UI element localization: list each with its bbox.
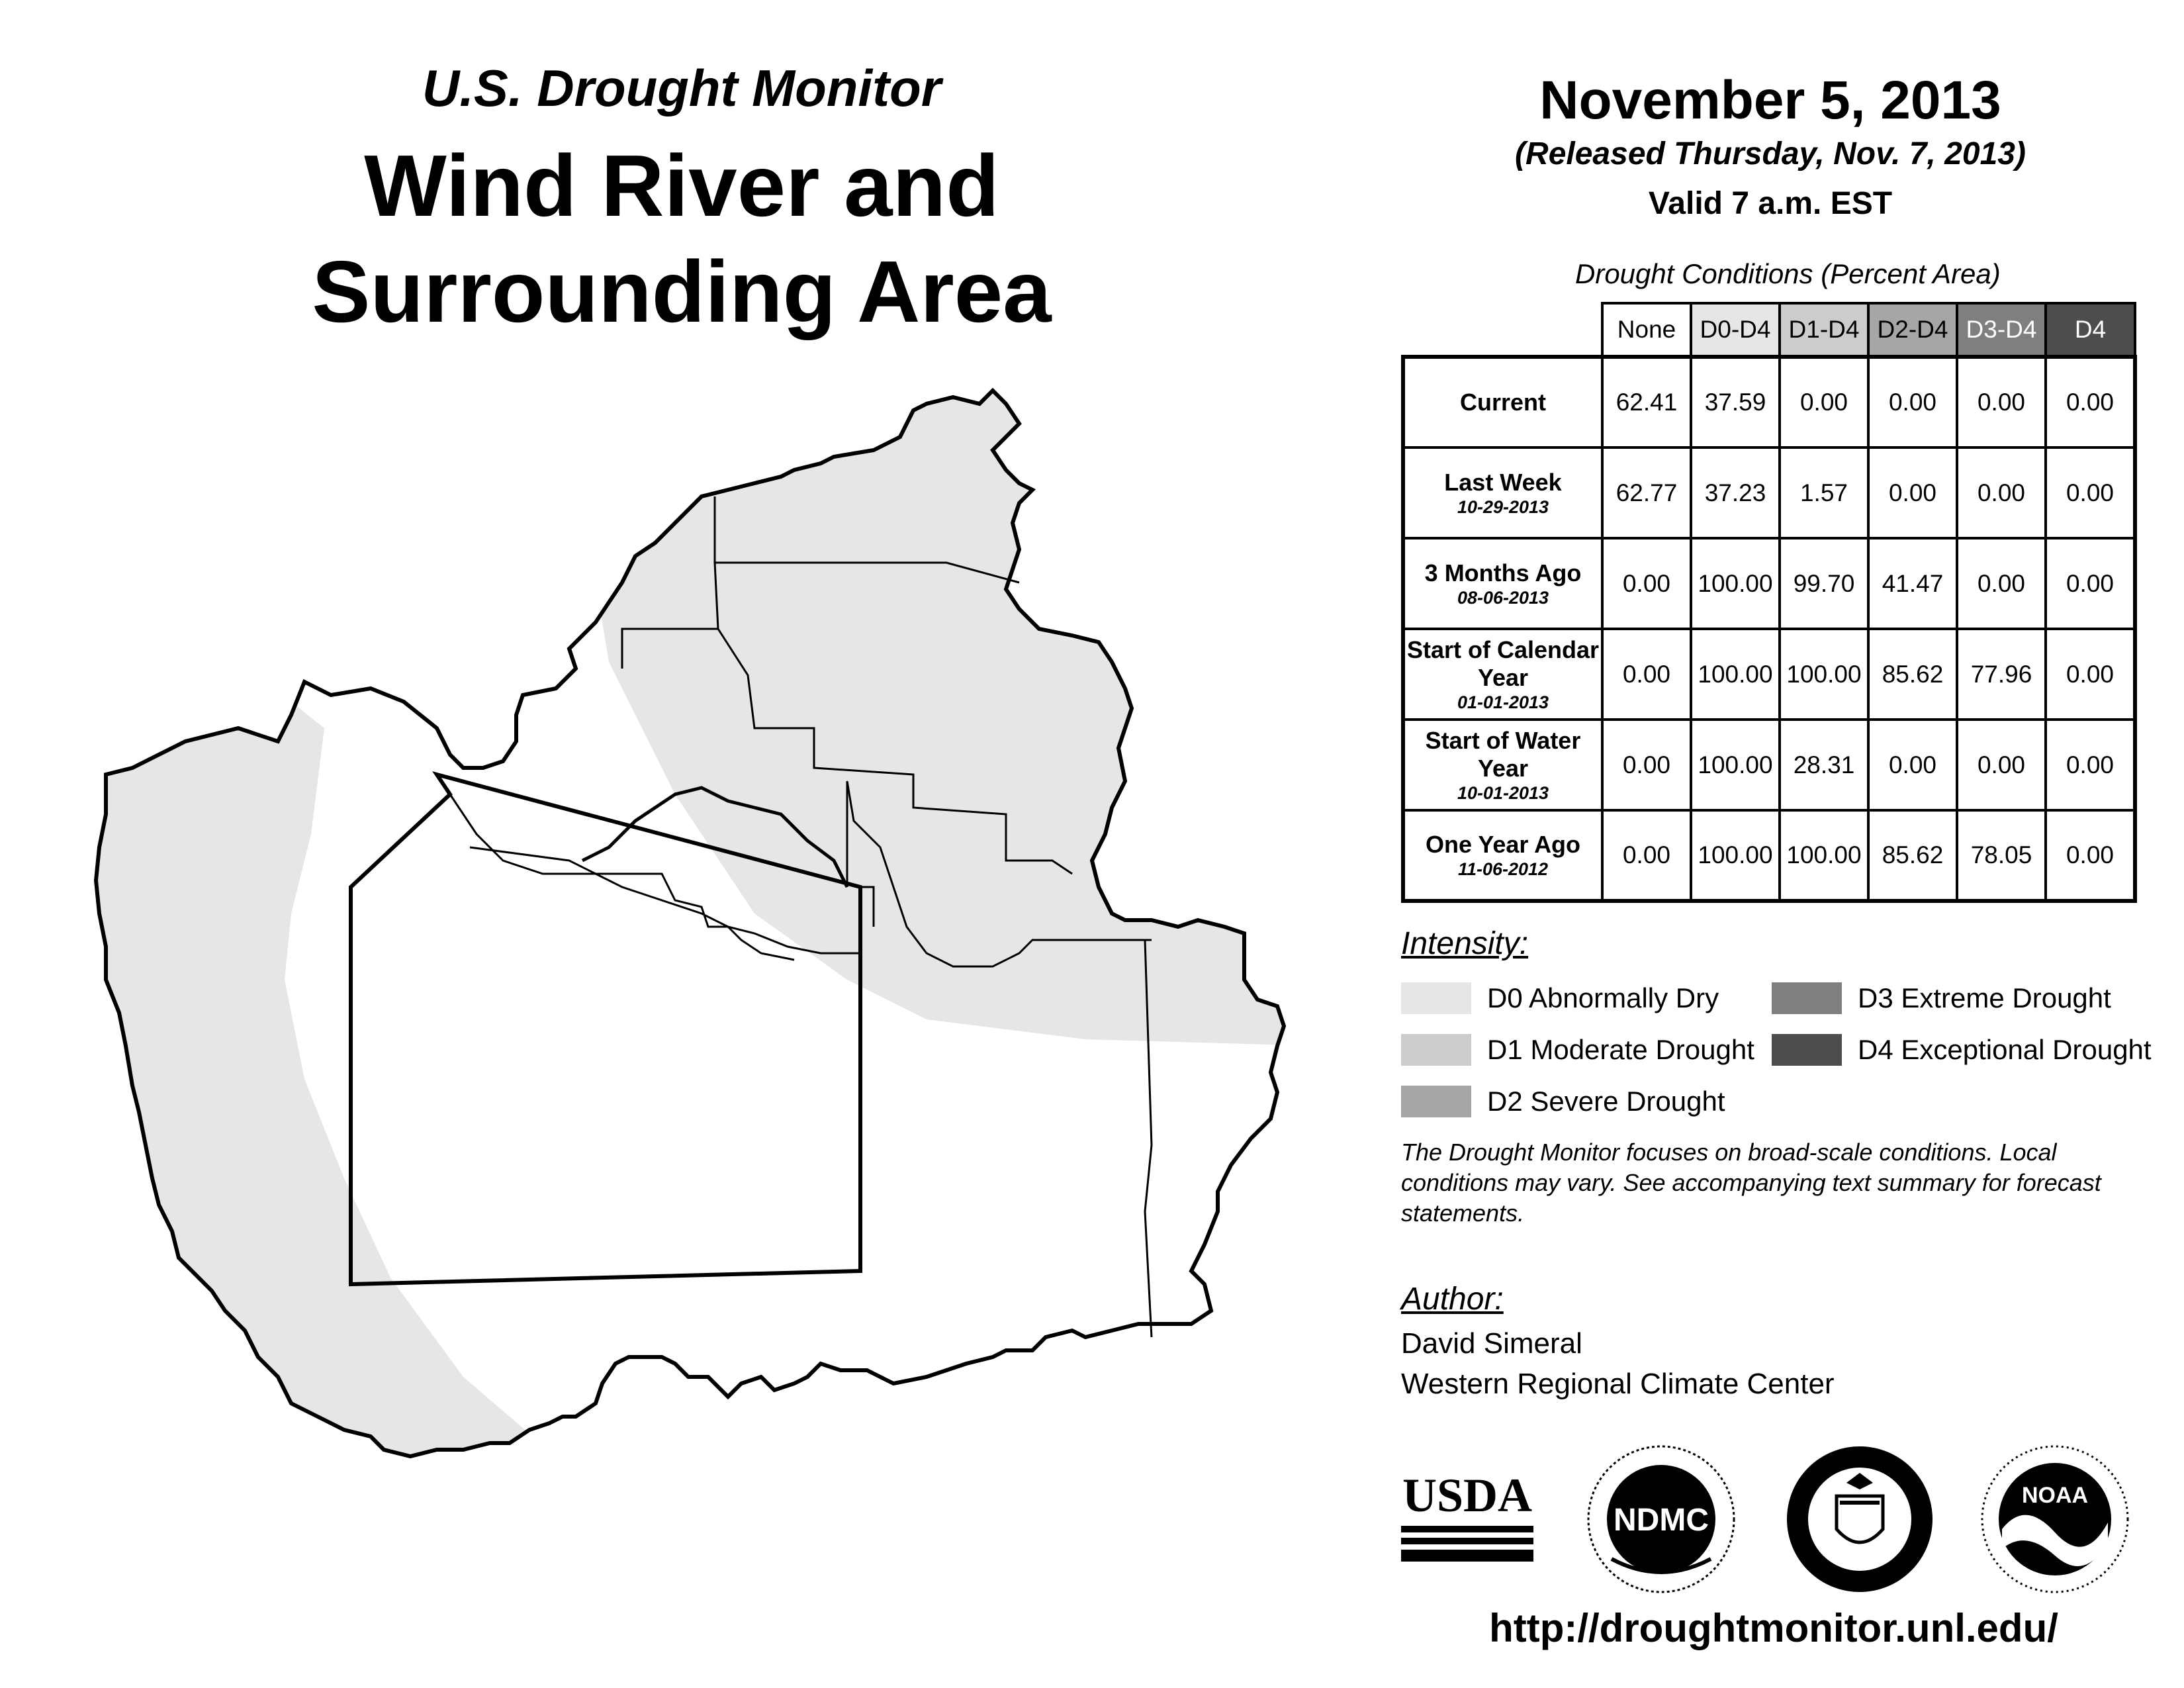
table-cell: 100.00 — [1691, 629, 1780, 720]
disclaimer-note: The Drought Monitor focuses on broad-scale conditions. Local conditions may vary. See accompanying text summary for forecast statements. — [1401, 1139, 2101, 1227]
author-organization: Western Regional Climate Center — [1401, 1368, 1835, 1400]
row-label — [1403, 357, 1602, 447]
table-cell: 0.00 — [2046, 810, 2135, 901]
row-date: 11-06-2012 — [1457, 859, 1549, 879]
row-label-text: One Year Ago — [1425, 831, 1581, 858]
legend-label-d0: D0 Abnormally Dry — [1487, 982, 1719, 1013]
author-heading: Author: — [1401, 1282, 1504, 1317]
table-cell: 41.47 — [1868, 538, 1957, 629]
table-cell: 28.31 — [1780, 720, 1868, 810]
usda-logo — [1401, 1466, 1533, 1566]
row-label-text: Start of Calendar Year — [1406, 635, 1600, 691]
table-cell: 0.00 — [1957, 357, 2046, 447]
map-title-line2: Surrounding Area — [312, 243, 1052, 340]
legend-swatch-d4 — [1772, 1034, 1842, 1066]
table-cell: 0.00 — [2046, 538, 2135, 629]
legend-swatch-d3 — [1772, 982, 1842, 1014]
table-cell: 99.70 — [1780, 538, 1868, 629]
row-label — [1403, 720, 1602, 810]
noaa-logo-text: NOAA — [2021, 1483, 2089, 1508]
table-cell: 0.00 — [1602, 720, 1691, 810]
ndmc-logo-text: NDMC — [1614, 1503, 1709, 1538]
legend-label-d1: D1 Moderate Drought — [1487, 1034, 1754, 1065]
column-header-none: None — [1602, 303, 1691, 357]
table-cell: 62.41 — [1602, 357, 1691, 447]
table-cell: 0.00 — [1957, 720, 2046, 810]
row-label-text: 3 Months Ago — [1424, 559, 1582, 586]
table-corner — [1403, 303, 1602, 357]
table-row-3-months-ago — [1403, 538, 2135, 629]
table-cell: 0.00 — [1868, 357, 1957, 447]
table-cell: 100.00 — [1691, 810, 1780, 901]
author-name: David Simeral — [1401, 1327, 1582, 1360]
d0-drought-area — [93, 384, 1317, 1509]
row-label — [1403, 538, 1602, 629]
table-header-row — [1403, 303, 2135, 357]
legend-item-d0 — [1401, 982, 1719, 1014]
map-title-line1: Wind River and — [364, 137, 999, 234]
table-cell: 85.62 — [1868, 629, 1957, 720]
table-cell: 37.59 — [1691, 357, 1780, 447]
column-header-d1-d4: D1-D4 — [1780, 303, 1868, 357]
map-subtitle: U.S. Drought Monitor — [422, 59, 942, 117]
table-cell: 100.00 — [1780, 810, 1868, 901]
legend-item-d4 — [1772, 1034, 2152, 1066]
row-label — [1403, 447, 1602, 538]
row-label-text: Current — [1459, 389, 1546, 416]
table-cell: 0.00 — [1602, 629, 1691, 720]
table-cell: 0.00 — [1602, 538, 1691, 629]
table-cell: 0.00 — [1957, 447, 2046, 538]
legend-heading: Intensity: — [1401, 926, 1529, 961]
row-label — [1403, 810, 1602, 901]
row-date: 01-01-2013 — [1457, 692, 1549, 712]
legend-label-d3: D3 Extreme Drought — [1858, 982, 2111, 1013]
legend-swatch-d1 — [1401, 1034, 1471, 1066]
row-date: 08-06-2013 — [1457, 587, 1549, 608]
usda-logo-text: USDA — [1402, 1469, 1533, 1522]
ndmc-logo — [1585, 1443, 1737, 1595]
release-date: (Released Thursday, Nov. 7, 2013) — [1515, 136, 2026, 171]
row-label — [1403, 629, 1602, 720]
table-cell: 100.00 — [1780, 629, 1868, 720]
drought-conditions-table — [1401, 302, 2137, 903]
legend-swatch-d2 — [1401, 1086, 1471, 1117]
table-row-start-of-calendar-year — [1403, 629, 2135, 720]
table-cell: 0.00 — [2046, 357, 2135, 447]
table-cell: 0.00 — [1868, 447, 1957, 538]
drought-map — [93, 384, 1317, 1542]
table-row-one-year-ago — [1403, 810, 2135, 901]
table-row-start-of-water-year — [1403, 720, 2135, 810]
table-cell: 0.00 — [1868, 720, 1957, 810]
column-header-d0-d4: D0-D4 — [1691, 303, 1780, 357]
row-label-text: Last Week — [1444, 468, 1562, 496]
table-cell: 100.00 — [1691, 538, 1780, 629]
legend-item-d1 — [1401, 1034, 1754, 1066]
noaa-logo — [1979, 1443, 2131, 1595]
table-cell: 0.00 — [2046, 447, 2135, 538]
legend-item-d2 — [1401, 1086, 1725, 1117]
table-cell: 0.00 — [2046, 720, 2135, 810]
table-caption: Drought Conditions (Percent Area) — [1575, 258, 2001, 289]
table-cell: 1.57 — [1780, 447, 1868, 538]
table-cell: 78.05 — [1957, 810, 2046, 901]
table-row-current — [1403, 357, 2135, 447]
table-cell: 0.00 — [1602, 810, 1691, 901]
legend-label-d2: D2 Severe Drought — [1487, 1086, 1725, 1117]
column-header-d3-d4: D3-D4 — [1957, 303, 2046, 357]
legend-label-d4: D4 Exceptional Drought — [1858, 1034, 2152, 1065]
table-cell: 77.96 — [1957, 629, 2046, 720]
row-label-text: Start of Water Year — [1425, 726, 1581, 782]
table-cell: 85.62 — [1868, 810, 1957, 901]
table-cell: 0.00 — [1957, 538, 2046, 629]
valid-time: Valid 7 a.m. EST — [1648, 186, 1893, 221]
table-row-last-week — [1403, 447, 2135, 538]
legend-item-d3 — [1772, 982, 2111, 1014]
column-header-d2-d4: D2-D4 — [1868, 303, 1957, 357]
department-of-commerce-seal — [1784, 1443, 1936, 1595]
table-cell: 0.00 — [2046, 629, 2135, 720]
row-date: 10-29-2013 — [1457, 496, 1549, 517]
table-cell: 100.00 — [1691, 720, 1780, 810]
website-link[interactable]: http://droughtmonitor.unl.edu/ — [1489, 1606, 2058, 1650]
legend-swatch-d0 — [1401, 982, 1471, 1014]
map-date: November 5, 2013 — [1539, 70, 2001, 130]
table-cell: 62.77 — [1602, 447, 1691, 538]
row-date: 10-01-2013 — [1457, 782, 1549, 803]
table-cell: 0.00 — [1780, 357, 1868, 447]
column-header-d4: D4 — [2046, 303, 2135, 357]
table-cell: 37.23 — [1691, 447, 1780, 538]
